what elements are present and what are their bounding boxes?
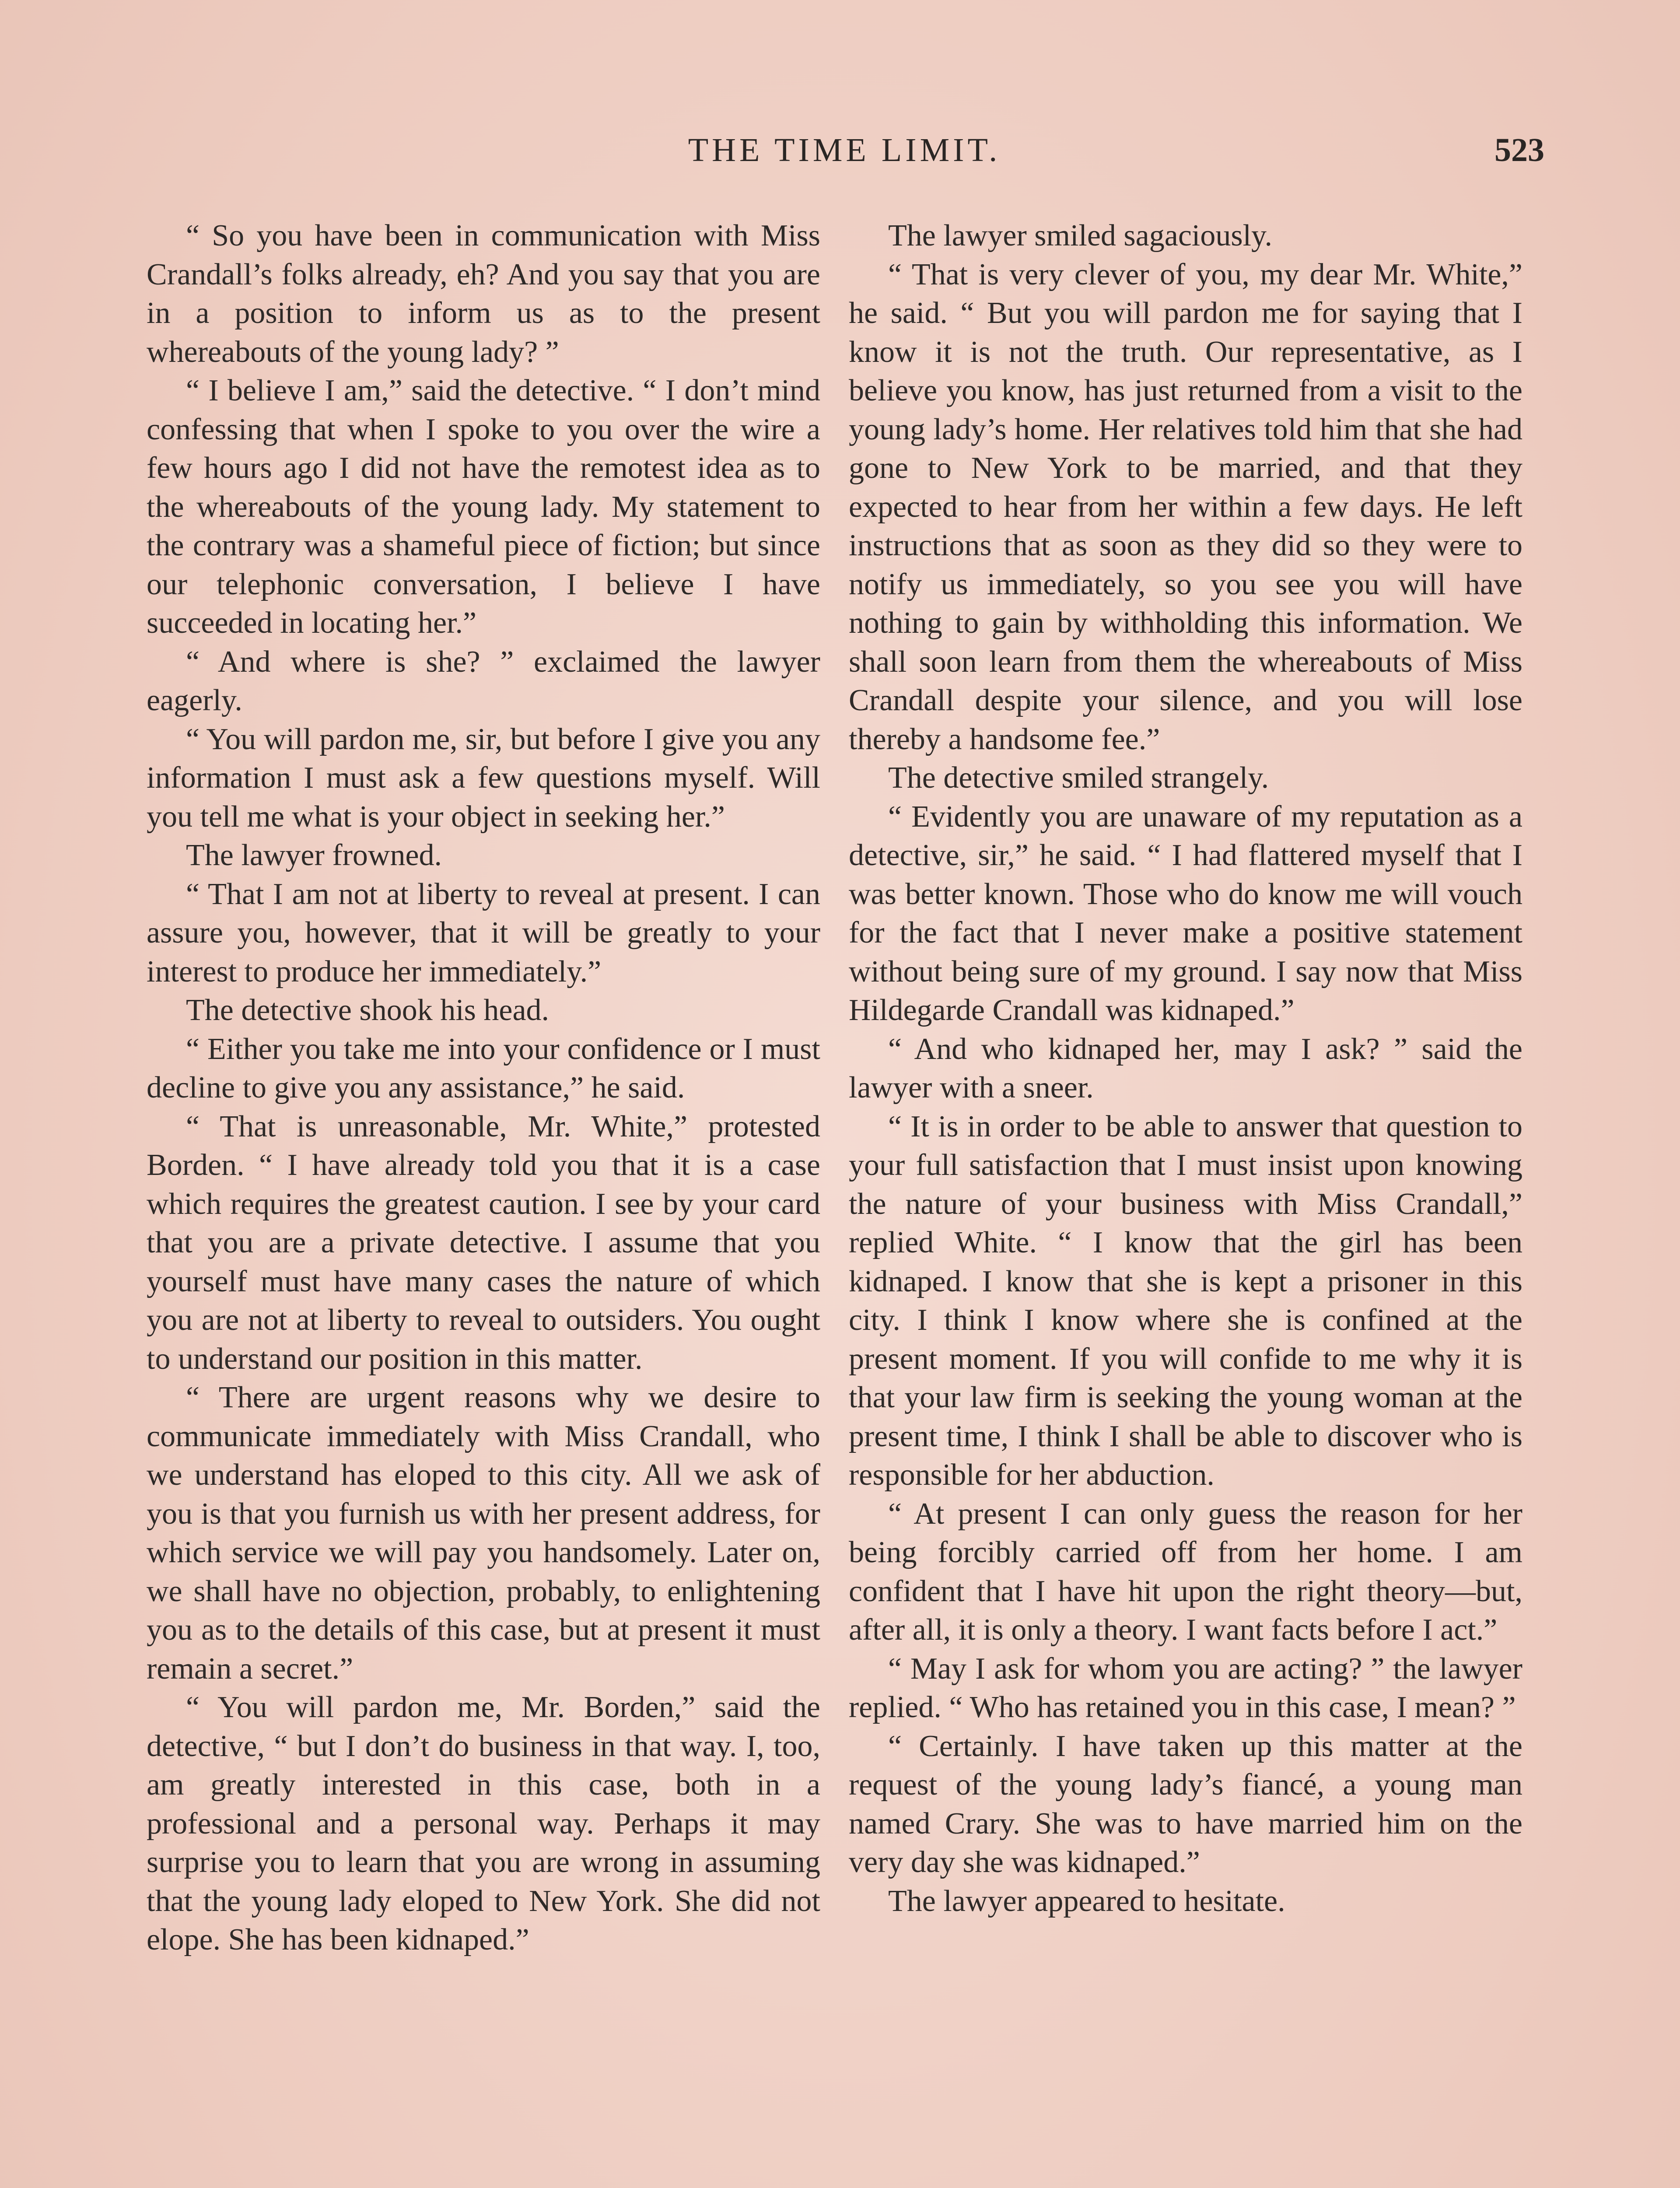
paragraph: “ Certainly. I have taken up this matter at the request of the young lady’s fiancé, a young man named Crary. She was to have married him on the very day she was kidnaped.” xyxy=(849,1729,1522,1879)
paragraph: “ It is in order to be able to answer that question to your full satisfaction that I must insist upon knowing the nature of your business with Miss Crandall,” replied White. “ I know that the girl has been kidnaped. I know that she is kept a prisoner in this city. I think I know where she is confined at the present moment. If you will confide to me why it is that your law firm is seeking the young woman at the present time, I think I shall be able to discover who is responsible for her abduction. xyxy=(849,1109,1522,1492)
paragraph: “ You will pardon me, Mr. Borden,” said the detective, “ but I don’t do business in that way. I, too, am greatly interested in this case, both in a professional and a personal way. Perhaps it may surprise you to learn that you are wrong in assuming that the young lady eloped to New York. She did not elope. She has been kidnaped.” xyxy=(147,1690,820,1957)
paragraph: “ That is very clever of you, my dear Mr. White,” he said. “ But you will pardon me for saying that I know it is not the truth. Our representative, as I believe you know, has just returned from a visit to the young lady’s home. Her relatives told him that she had gone to New York to be married, and that they expected to hear from her within a few days. He left instructions that as soon as they did so they were to notify us immediately, so you see you will have nothing to gain by withholding this information. We shall soon learn from them the whereabouts of Miss Crandall despite your silence, and you will lose thereby a handsome fee.” xyxy=(849,257,1522,756)
paragraph: The lawyer smiled sagaciously. xyxy=(888,219,1272,252)
right-column xyxy=(849,217,1522,1921)
paragraph: “ At present I can only guess the reason for her being forcibly carried off from her home. I am confident that I have hit upon the right theory—but, after all, it is only a theory. I want facts before I act.” xyxy=(849,1497,1522,1647)
running-title: THE TIME LIMIT. xyxy=(688,132,1001,168)
paragraph: “ And where is she? ” exclaimed the lawyer eagerly. xyxy=(147,645,820,717)
paragraph: “ I believe I am,” said the detective. “ I don’t mind confessing that when I spoke to you over the wire a few hours ago I did not have the remotest idea as to the whereabouts of the young lady. My statement to the contrary was a shameful piece of fiction; but since our telephonic conversation, I believe I have succeeded in locating her.” xyxy=(147,374,820,640)
paragraph: The lawyer frowned. xyxy=(186,838,442,872)
paragraph: The detective smiled strangely. xyxy=(888,761,1269,795)
paragraph: The lawyer appeared to hesitate. xyxy=(888,1884,1285,1918)
paragraph: “ Either you take me into your confidence or I must decline to give you any assistance,” he said. xyxy=(147,1032,820,1105)
page-number: 523 xyxy=(1494,132,1544,168)
paragraph: The detective shook his head. xyxy=(186,993,550,1027)
left-column xyxy=(147,217,820,1960)
paragraph: “ And who kidnaped her, may I ask? ” said the lawyer with a sneer. xyxy=(849,1032,1522,1105)
paragraph: “ You will pardon me, sir, but before I give you any information I must ask a few questions myself. Will you tell me what is your object in seeking her.” xyxy=(147,722,820,834)
paragraph: “ That is unreasonable, Mr. White,” protested Borden. “ I have already told you that it is a case which requires the greatest caution. I see by your card that you are a private detective. I assume that you yourself must have many cases the nature of which you are not at liberty to reveal to outsiders. You ought to understand our position in this matter. xyxy=(147,1109,820,1376)
paragraph: “ That I am not at liberty to reveal at present. I can assure you, however, that it will be greatly to your interest to produce her immediately.” xyxy=(147,877,820,989)
paragraph: “ May I ask for whom you are acting? ” the lawyer replied. “ Who has retained you in this case, I mean? ” xyxy=(849,1652,1522,1724)
paragraph: “ Evidently you are unaware of my reputation as a detective, sir,” he said. “ I had flattered myself that I was better known. Those who do know me will vouch for the fact that I never make a positive statement without being sure of my ground. I say now that Miss Hildegarde Crandall was kidnaped.” xyxy=(849,799,1522,1027)
paragraph: “ There are urgent reasons why we desire to communicate immediately with Miss Crandall, who we understand has eloped to this city. All we ask of you is that you furnish us with her present address, for which service we will pay you handsomely. Later on, we shall have no objection, probably, to enlightening you as to the details of this case, but at present it must remain a secret.” xyxy=(147,1381,820,1686)
paragraph: “ So you have been in communication with Miss Crandall’s folks already, eh? And you say that you are in a position to inform us as to the present whereabouts of the young lady? ” xyxy=(147,219,820,369)
running-head xyxy=(144,131,1544,179)
